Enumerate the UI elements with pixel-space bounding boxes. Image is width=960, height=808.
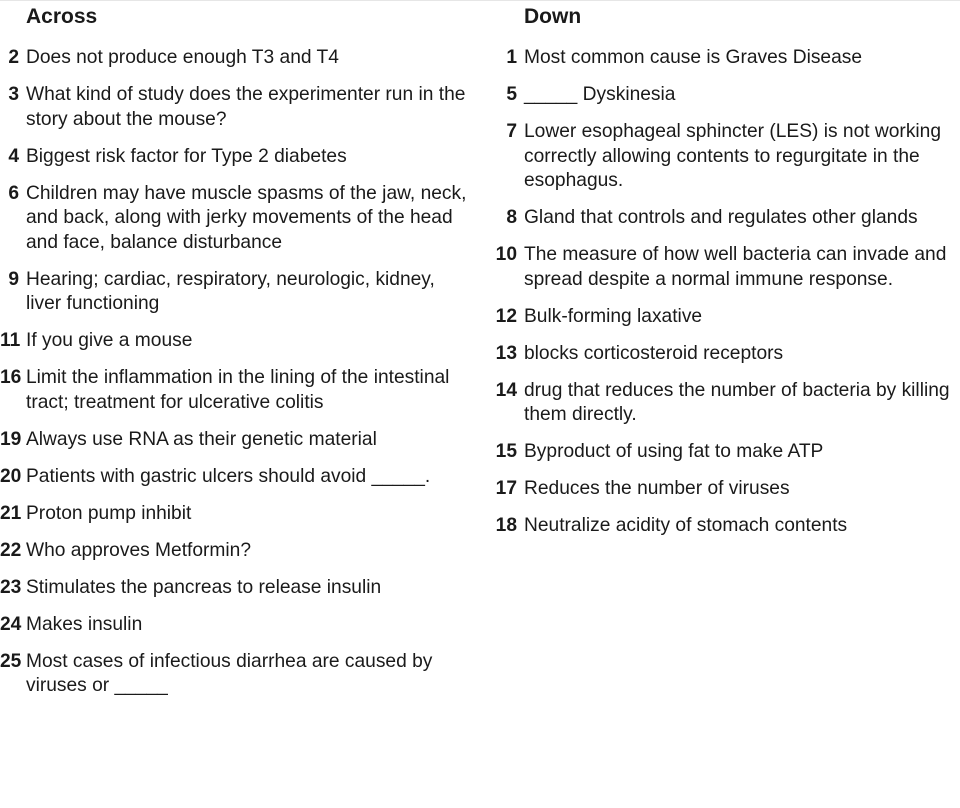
clue-number: 12 [495,305,517,327]
clue-item [0,46,470,71]
clue-number: 22 [0,539,22,561]
clue-item [0,182,470,256]
clue-number: 18 [495,515,517,537]
clue-item [488,379,960,428]
clue-text: Children may have muscle spasms of the jaw, neck, and back, along with jerky movements of the head and face, balance disturbance [26,182,467,253]
clue-text: Byproduct of using fat to make ATP [524,441,824,463]
clue-number: 6 [8,182,19,204]
clue-item [0,576,470,601]
clue-item [0,502,470,527]
clue-item [488,46,960,71]
clue-item [0,329,470,354]
clue-item [488,206,960,231]
clue-number: 1 [506,47,517,68]
clue-number: 10 [495,244,517,266]
clue-number: 9 [8,268,19,290]
clue-number: 17 [495,478,517,500]
clue-text: Gland that controls and regulates other glands [524,207,918,229]
down-clue-list [488,46,960,551]
clue-item [488,243,960,292]
clue-text: drug that reduces the number of bacteria by killing them directly. [524,379,950,426]
clue-number: 11 [0,330,21,352]
clue-number: 21 [0,502,22,524]
clue-number: 13 [495,342,517,364]
clue-text: Who approves Metformin? [26,539,252,561]
clue-text: Bulk-forming laxative [524,305,703,327]
clue-text: Most cases of infectious diarrhea are caused by viruses or _____ [26,650,433,697]
clue-number: 16 [0,367,22,389]
clue-text: Hearing; cardiac, respiratory, neurologic, kidney, liver functioning [26,268,435,315]
clue-item [0,465,470,490]
across-clue-list [0,46,470,711]
top-divider [0,0,960,1]
clue-text: Does not produce enough T3 and T4 [26,47,339,68]
clue-item [488,83,960,108]
clue-number: 24 [0,613,22,635]
clue-text: The measure of how well bacteria can invade and spread despite a normal immune response. [524,244,947,290]
clue-number: 5 [506,83,517,105]
clue-item [488,305,960,330]
clue-number: 20 [0,465,22,487]
across-heading: Across [26,5,98,28]
clue-number: 7 [506,120,517,142]
clue-text: Limit the inflammation in the lining of the intestinal tract; treatment for ulcerative colitis [26,367,450,413]
clue-number: 15 [495,441,517,463]
clue-text: Reduces the number of viruses [524,478,790,500]
clue-item [0,613,470,638]
clue-item [0,366,470,415]
clue-number: 19 [0,428,22,450]
clue-text: Neutralize acidity of stomach contents [524,515,848,537]
clue-text: Stimulates the pancreas to release insulin [26,576,382,598]
clue-text: blocks corticosteroid receptors [524,342,784,364]
clue-text: _____ Dyskinesia [524,83,676,105]
clue-text: Most common cause is Graves Disease [524,47,863,68]
down-heading: Down [524,5,582,28]
clue-item [0,428,470,453]
clue-text: Makes insulin [26,613,143,635]
clue-item [0,145,470,170]
clue-text: Patients with gastric ulcers should avoid _____. [26,465,431,487]
clue-item [0,650,470,699]
clue-number: 4 [8,145,19,167]
clue-item [488,514,960,539]
clue-number: 8 [506,207,517,229]
clue-text: Biggest risk factor for Type 2 diabetes [26,145,347,167]
clue-item [0,268,470,317]
clue-number: 3 [8,83,19,105]
clue-text: If you give a mouse [26,330,193,352]
clue-item [488,440,960,465]
clue-text: What kind of study does the experimenter run in the story about the mouse? [26,83,466,130]
clue-item [0,83,470,132]
clue-number: 25 [0,650,22,672]
clue-text: Lower esophageal sphincter (LES) is not working correctly allowing contents to regurgitate in the esophagus. [524,120,942,192]
clue-item [488,342,960,367]
clue-number: 14 [495,379,517,401]
clue-item [488,120,960,194]
clue-item [488,477,960,502]
clue-number: 2 [8,47,19,68]
clue-item [0,539,470,564]
clue-number: 23 [0,576,22,598]
clue-text: Proton pump inhibit [26,502,192,524]
clue-text: Always use RNA as their genetic material [26,428,377,450]
